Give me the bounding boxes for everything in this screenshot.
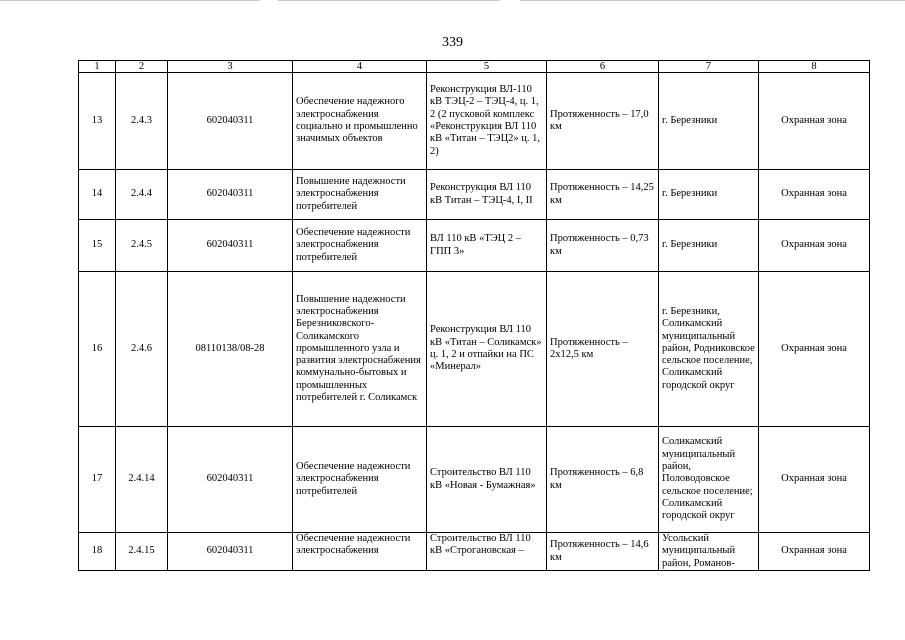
location-cell: г. Березники, Соликамский муниципальный район, Родниковское сельское поселение, Соликамский городской округ (659, 272, 759, 427)
purpose-cell: Обеспечение надежного электроснабжения социально и промышленно значимых объектов (293, 73, 427, 170)
length-cell: Протяженность – 14,6 км (547, 533, 659, 571)
length-cell: Протяженность – 0,73 км (547, 220, 659, 272)
registry-id: 602040311 (168, 73, 293, 170)
purpose-cell: Повышение надежности электроснабжения Березниковского-Соликамского промышленного узла и развития электроснабжения коммунально-бытовых и промышленных потребителей г. Соликамск (293, 272, 427, 427)
table-row (79, 170, 870, 220)
page-number: 339 (442, 35, 463, 50)
table-row (79, 533, 870, 571)
length-cell: Протяженность – 6,8 км (547, 427, 659, 533)
header-row (79, 61, 870, 73)
length-cell: Протяженность – 17,0 км (547, 73, 659, 170)
header-cell: 5 (427, 61, 547, 73)
data-table (78, 60, 870, 571)
zone-cell: Охранная зона (759, 533, 870, 571)
registry-id: 08110138/08-28 (168, 272, 293, 427)
purpose-cell: Обеспечение надежности электроснабжения потребителей (293, 220, 427, 272)
row-number: 16 (79, 272, 116, 427)
registry-id: 602040311 (168, 533, 293, 571)
item-code: 2.4.14 (116, 427, 168, 533)
header-cell: 8 (759, 61, 870, 73)
row-number: 17 (79, 427, 116, 533)
location-cell: Соликамский муниципальный район, Половодовское сельское поселение; Соликамский городской округ (659, 427, 759, 533)
row-number: 14 (79, 170, 116, 220)
row-number: 13 (79, 73, 116, 170)
header-cell: 3 (168, 61, 293, 73)
row-number: 18 (79, 533, 116, 571)
registry-id: 602040311 (168, 170, 293, 220)
header-cell: 2 (116, 61, 168, 73)
zone-cell: Охранная зона (759, 427, 870, 533)
zone-cell: Охранная зона (759, 220, 870, 272)
item-code: 2.4.5 (116, 220, 168, 272)
zone-cell: Охранная зона (759, 73, 870, 170)
purpose-cell: Повышение надежности электроснабжения потребителей (293, 170, 427, 220)
location-cell: г. Березники (659, 220, 759, 272)
item-code: 2.4.4 (116, 170, 168, 220)
item-code: 2.4.15 (116, 533, 168, 571)
zone-cell: Охранная зона (759, 272, 870, 427)
object-cell: Строительство ВЛ 110 кВ «Строгановская – (427, 533, 547, 571)
header-cell: 7 (659, 61, 759, 73)
length-cell: Протяженность – 2х12,5 км (547, 272, 659, 427)
table-row (79, 73, 870, 170)
location-cell: г. Березники (659, 73, 759, 170)
item-code: 2.4.3 (116, 73, 168, 170)
length-cell: Протяженность – 14,25 км (547, 170, 659, 220)
table-row (79, 272, 870, 427)
purpose-cell: Обеспечение надежности электроснабжения (293, 533, 427, 571)
top-edge-rule (0, 0, 905, 4)
item-code: 2.4.6 (116, 272, 168, 427)
location-cell: Усольский муниципальный район, Романов- (659, 533, 759, 571)
object-cell: Реконструкция ВЛ 110 кВ Титан – ТЭЦ-4, I, II (427, 170, 547, 220)
object-cell: Строительство ВЛ 110 кВ «Новая - Бумажная» (427, 427, 547, 533)
table-row (79, 220, 870, 272)
location-cell: г. Березники (659, 170, 759, 220)
object-cell: ВЛ 110 кВ «ТЭЦ 2 – ГПП 3» (427, 220, 547, 272)
row-number: 15 (79, 220, 116, 272)
header-cell: 1 (79, 61, 116, 73)
object-cell: Реконструкция ВЛ-110 кВ ТЭЦ-2 – ТЭЦ-4, ц. 1, 2 (2 пусковой комплекс «Реконструкция ВЛ 110 кВ «Титан – ТЭЦ2» ц. 1, 2) (427, 73, 547, 170)
header-cell: 4 (293, 61, 427, 73)
registry-id: 602040311 (168, 427, 293, 533)
header-cell: 6 (547, 61, 659, 73)
zone-cell: Охранная зона (759, 170, 870, 220)
registry-id: 602040311 (168, 220, 293, 272)
table-row (79, 427, 870, 533)
object-cell: Реконструкция ВЛ 110 кВ «Титан – Соликамск» ц. 1, 2 и отпайки на ПС «Минерал» (427, 272, 547, 427)
purpose-cell: Обеспечение надежности электроснабжения потребителей (293, 427, 427, 533)
